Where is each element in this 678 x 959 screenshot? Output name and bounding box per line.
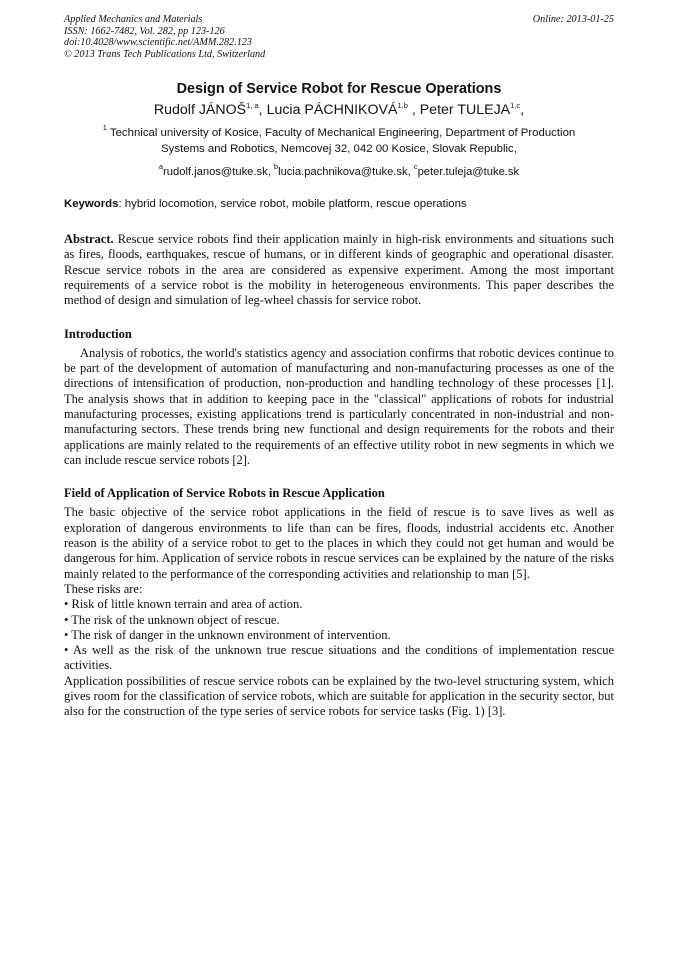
journal-doi: doi:10.4028/www.scientific.net/AMM.282.123 <box>64 37 252 48</box>
paper-page <box>64 14 614 720</box>
author-affil-mark: 1,c <box>510 101 521 110</box>
paper-title: Design of Service Robot for Rescue Operations <box>176 81 502 97</box>
email-mark: c <box>413 162 418 171</box>
field-paragraph-2: Application possibilities of rescue service robots can be explained by the two-level structuring system, which gives room for the classification of service robots, which are suitable for application in the security sector, but also for the construction of the type series of service robots for service tasks (Fig. 1) [3]. <box>64 673 614 719</box>
abstract-label: Abstract. <box>64 232 114 246</box>
abstract <box>64 232 614 308</box>
risks-intro: These risks are: <box>64 581 143 596</box>
online-date: Online: 2013-01-25 <box>532 14 614 25</box>
email-address: lucia.pachnikova@tuke.sk <box>278 166 408 178</box>
author-affil-mark: 1,b <box>397 101 408 110</box>
journal-issn: ISSN: 1662-7482, Vol. 282, pp 123-126 <box>64 25 225 37</box>
affil-line-2: Systems and Robotics, Nemcovej 32, 042 00 Kosice, Slovak Republic, <box>161 142 517 155</box>
email-mark: b <box>273 162 279 171</box>
journal-copyright: © 2013 Trans Tech Publications Ltd, Switzerland <box>64 48 266 60</box>
risk-item: • The risk of the unknown object of rescue. <box>64 612 280 627</box>
risk-item: • The risk of danger in the unknown environment of intervention. <box>64 627 391 642</box>
risk-item: • Risk of little known terrain and area of action. <box>64 597 303 612</box>
affiliation <box>64 123 614 157</box>
abstract-text: Rescue service robots find their application mainly in high-risk environments and situations such as fires, floods, earthquakes, rescue of humans, or in different kinds of geographic and operational disaster. Rescue service robots in the area are considered as expensive experiment. Among the most important requirements of a service robot is the mobility in heterogeneous environments. This paper describes the method of design and simulation of leg-wheel chassis for service robot. <box>64 232 614 308</box>
section-heading-introduction: Introduction <box>64 327 132 342</box>
introduction-paragraph: Analysis of robotics, the world's statistics agency and association confirms that robotic devices continue to be part of the development of automation of manufacturing and non-manufacturing processes as one of the directions of intensification of production, non-production and handling technology of these processes [1]. The analysis shows that in addition to keeping pace in the "classical" applications of robots for industrial manufacturing processes, existing applications trend is particularly concentrated in non-industrial and non-manufacturing sectors. These trends bring new functional and design requirements for the robots and their applications are mainly related to the requirements of an effective utility robot in new segments in which we can include rescue service robots [2]. <box>64 345 614 467</box>
author-list: Rudolf JÁNOŠ$^{1, a}$, Lucia PÁCHNIKOVÁ$^{1,b}$ , Peter TULEJA$^{1,c}$, <box>153 101 525 118</box>
email-mark: a <box>158 162 164 171</box>
author-name: Peter TULEJA <box>419 102 511 118</box>
journal-header <box>64 14 614 60</box>
email-address: rudolf.janos@tuke.sk <box>163 166 268 178</box>
keywords-text: : hybrid locomotion, service robot, mobile platform, rescue operations <box>118 198 467 210</box>
author-name: Rudolf JÁNOŠ <box>153 102 247 118</box>
section-heading-field: Field of Application of Service Robots in Rescue Application <box>64 486 385 501</box>
author-name: Lucia PÁCHNIKOVÁ <box>266 102 398 118</box>
keywords <box>64 197 614 212</box>
author-affil-mark: 1, a <box>246 101 259 110</box>
email-list: $^a$rudolf.janos@tuke.sk, $^b$lucia.pachnikova@tuke.sk, $^c$peter.tuleja@tuke.sk <box>158 162 520 178</box>
keywords-label: Keywords <box>64 198 119 210</box>
affil-mark: 1 <box>102 123 107 132</box>
email-address: peter.tuleja@tuke.sk <box>417 166 520 178</box>
field-paragraph-1: The basic objective of the service robot applications in the field of rescue is to save lives as well as exploration of dangerous environments to life than can be fires, floods, industrial accidents etc. Another reason is the ability of a service robot to get to the places in which they could not get human and would be dangerous for him. Application of service robots in rescue services can be explained by the nature of the risks mainly related to the performance of the corresponding activities and relationship to man [5]. <box>64 505 614 581</box>
risk-item: • As well as the risk of the unknown true rescue situations and the conditions of implementation rescue activities. <box>64 643 614 673</box>
journal-name: Applied Mechanics and Materials <box>64 14 203 25</box>
affil-line-1: Technical university of Kosice, Faculty of Mechanical Engineering, Department of Production <box>109 127 576 139</box>
